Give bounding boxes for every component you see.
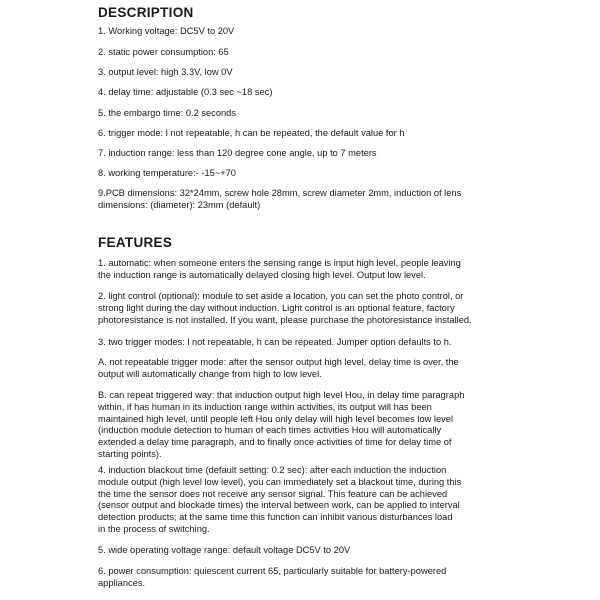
- features-item: [98, 545, 502, 557]
- features-item-line: B. can repeat triggered way: that induction output high level Hou, in delay time paragraph: [98, 390, 465, 400]
- features-item-line: extended a delay time paragraph, and to finally once activities of time for delay time of: [98, 437, 452, 448]
- features-item: [98, 357, 502, 381]
- features-item-line: within, if has human in its induction range within activities, its output will has been: [98, 401, 432, 412]
- features-item-line: 3. two trigger modes: l not repeatable, h can be repeated. Jumper option defaults to h.: [98, 337, 452, 347]
- features-item-line: detection products; at the same time this function can inhibit various disturbances load: [98, 512, 453, 523]
- description-item: [98, 188, 502, 212]
- features-item-line: output will automatically change from high to low level.: [98, 368, 322, 379]
- features-item-line: in the process of switching.: [98, 523, 210, 534]
- features-item-line: photoresistance is not installed. If you want, please purchase the photoresistance installed.: [98, 314, 472, 325]
- features-item: [98, 566, 502, 590]
- description-item: [98, 67, 502, 79]
- description-item-line: 1. Working voltage: DC5V to 20V: [98, 26, 235, 36]
- description-item-line: dimensions: (diameter): 23mm (default): [98, 199, 261, 210]
- description-item: [98, 168, 502, 180]
- description-item: [98, 108, 502, 120]
- description-item-line: 5. the embargo time: 0.2 seconds: [98, 108, 236, 118]
- features-item-line: 1. automatic: when someone enters the sensing range is input high level, people leaving: [98, 258, 461, 268]
- description-item-line: 9.PCB dimensions: 32*24mm, screw hole 28mm, screw diameter 2mm, induction of lens: [98, 188, 462, 198]
- features-item-line: (induction module detection to human of each times activities Hou will automatically: [98, 425, 442, 436]
- features-item-line: module output (high level low level), you can immediately set a blackout time, during this: [98, 476, 462, 487]
- features-item: [98, 291, 502, 326]
- description-item-line: 7. induction range: less than 120 degree cone angle, up to 7 meters: [98, 148, 377, 158]
- description-item: [98, 87, 502, 99]
- description-item: [98, 47, 502, 59]
- features-item-line: 5. wide operating voltage range: default voltage DC5V to 20V: [98, 545, 351, 555]
- features-item-line: A. not repeatable trigger mode: after the sensor output high level, delay time is over, the: [98, 357, 459, 367]
- features-item-line: maintained high level, until people left Hou only delay will high level becomes low level: [98, 413, 454, 424]
- features-item-line: appliances.: [98, 577, 146, 588]
- description-heading: DESCRIPTION: [98, 5, 194, 20]
- description-item-line: 2. static power consumption: 65: [98, 47, 229, 57]
- features-item-line: (sensor output and blockade times) the interval between work, can be applied to interval: [98, 500, 460, 511]
- features-item-line: 6. power consumption: quiescent current 65, particularly suitable for battery-powered: [98, 566, 447, 576]
- features-item-line: the time the sensor does not receive any sensor signal. This feature can be achieved: [98, 488, 448, 499]
- features-item-line: starting points).: [98, 448, 162, 459]
- features-item: [98, 465, 502, 536]
- features-item: [98, 337, 502, 349]
- description-item-line: 3. output level: high 3.3V, low 0V: [98, 67, 233, 77]
- features-item-line: the induction range is automatically delayed closing high level. Output low level.: [98, 269, 426, 280]
- description-item-line: 4. delay time: adjustable (0.3 sec ~18 sec): [98, 87, 273, 97]
- features-item-line: 4. induction blackout time (default setting: 0.2 sec): after each induction the induction: [98, 465, 447, 475]
- features-item: [98, 258, 502, 282]
- features-item-line: strong light during the day without induction. Light control is an optional feature, factory: [98, 302, 455, 313]
- features-item: [98, 390, 502, 461]
- description-item: [98, 26, 502, 38]
- features-heading: FEATURES: [98, 235, 173, 250]
- features-item-line: 2. light control (optional): module to set aside a location, you can set the photo control, or: [98, 291, 464, 301]
- description-item-line: 8. working temperature:- -15~+70: [98, 168, 236, 178]
- description-item: [98, 128, 502, 140]
- description-item-line: 6. trigger mode: l not repeatable, h can be repeated, the default value for h: [98, 128, 405, 138]
- description-item: [98, 148, 502, 160]
